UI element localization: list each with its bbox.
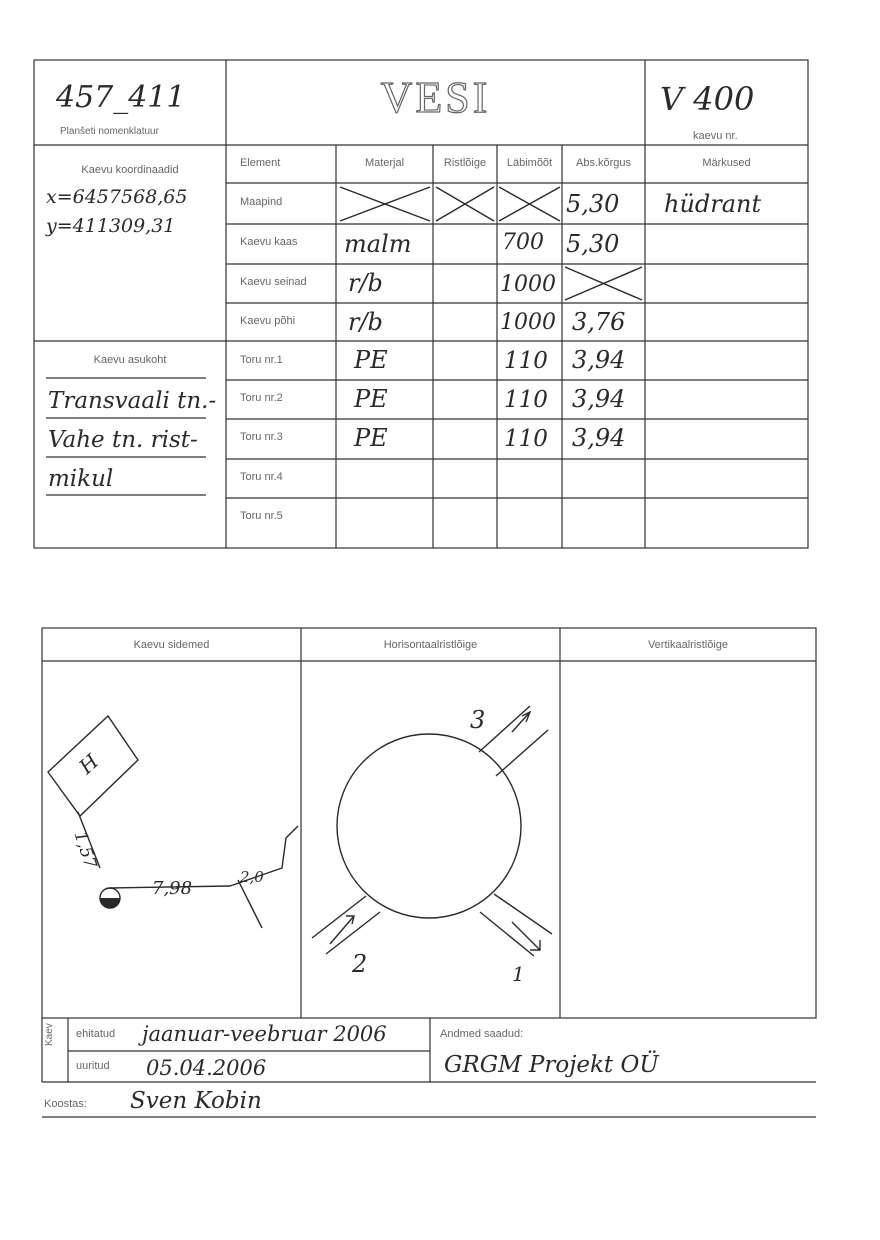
location-line-1: Transvaali tn.-: [48, 388, 217, 414]
row-height: 3,76: [572, 308, 626, 336]
row-element: Maapind: [240, 196, 283, 208]
hydrant-letter: H: [74, 749, 104, 779]
location-line-3: mikul: [48, 466, 114, 492]
built-value: jaanuar-veebruar 2006: [142, 1022, 387, 1046]
row-material: malm: [344, 230, 412, 258]
row-material: r/b: [348, 269, 383, 297]
surveyed-label: uuritud: [76, 1060, 110, 1072]
row-material: PE: [354, 424, 388, 452]
col-header-element: Element: [240, 157, 281, 169]
pipe-3-label: 3: [470, 706, 486, 734]
row-element: Toru nr.2: [240, 392, 283, 404]
row-material: r/b: [348, 308, 383, 336]
col1-title: Kaevu sidemed: [133, 639, 210, 651]
well-number-label: kaevu nr.: [693, 130, 738, 142]
surveyed-value: 05.04.2006: [146, 1056, 267, 1080]
kaev-label: Kaev: [44, 1023, 55, 1046]
row-height: 5,30: [566, 230, 620, 258]
page-title: VESI: [380, 73, 491, 122]
row-diameter: 110: [504, 387, 548, 413]
row-diameter: 1000: [500, 310, 556, 335]
compiler-label: Koostas:: [44, 1098, 87, 1110]
well-marker: [100, 898, 120, 908]
coord-x: x=6457568,65: [46, 186, 188, 208]
row-element: Kaevu kaas: [240, 236, 298, 248]
coords-label: Kaevu koordinaadid: [81, 164, 179, 176]
row-diameter: 110: [504, 426, 548, 452]
location-line-2: Vahe tn. rist-: [48, 427, 198, 453]
row-height: 3,94: [572, 424, 626, 452]
pipe-2-label: 2: [352, 950, 368, 978]
row-element: Toru nr.4: [240, 471, 283, 483]
data-source-label: Andmed saadud:: [440, 1028, 524, 1040]
col-header-notes: Märkused: [702, 157, 751, 169]
row-height: 5,30: [566, 190, 620, 218]
row-diameter: 1000: [500, 272, 556, 297]
data-source-value: GRGM Projekt OÜ: [444, 1052, 659, 1078]
row-material: PE: [354, 385, 388, 413]
col-header-material: Materjal: [364, 157, 405, 169]
row-element: Kaevu põhi: [240, 315, 296, 327]
distance-main: 7,98: [152, 878, 193, 899]
row-element: Kaevu seinad: [240, 276, 307, 288]
pipe-1-label: 1: [512, 962, 525, 986]
col2-title: Horisontaalristlõige: [383, 639, 478, 651]
compiler-value: Sven Kobin: [130, 1088, 262, 1114]
row-height: 3,94: [572, 346, 626, 374]
distance-side: 2,0: [240, 868, 264, 886]
coord-y: y=411309,31: [46, 215, 176, 237]
row-height: 3,94: [572, 385, 626, 413]
distance-hydrant: 1,57: [69, 828, 101, 872]
row-diameter: 700: [502, 230, 544, 255]
nomenclature-value: 457_411: [56, 80, 186, 115]
row-material: PE: [354, 346, 388, 374]
row-notes: hüdrant: [664, 190, 762, 218]
row-element: Toru nr.5: [240, 510, 283, 522]
col3-title: Vertikaalristlõige: [647, 639, 729, 651]
col-header-cross-section: Ristlõige: [443, 157, 487, 169]
row-element: Toru nr.1: [240, 354, 283, 366]
horizontal-section-sketch: [312, 706, 552, 956]
well-number-value: V 400: [660, 80, 755, 118]
col-header-diameter: Läbimõõt: [506, 157, 553, 169]
row-element: Toru nr.3: [240, 431, 283, 443]
col-header-abs-height: Abs.kõrgus: [575, 157, 632, 169]
location-label: Kaevu asukoht: [93, 354, 167, 366]
nomenclature-label: Planšeti nomenklatuur: [60, 126, 159, 137]
row-diameter: 110: [504, 348, 548, 374]
built-label: ehitatud: [76, 1028, 116, 1040]
